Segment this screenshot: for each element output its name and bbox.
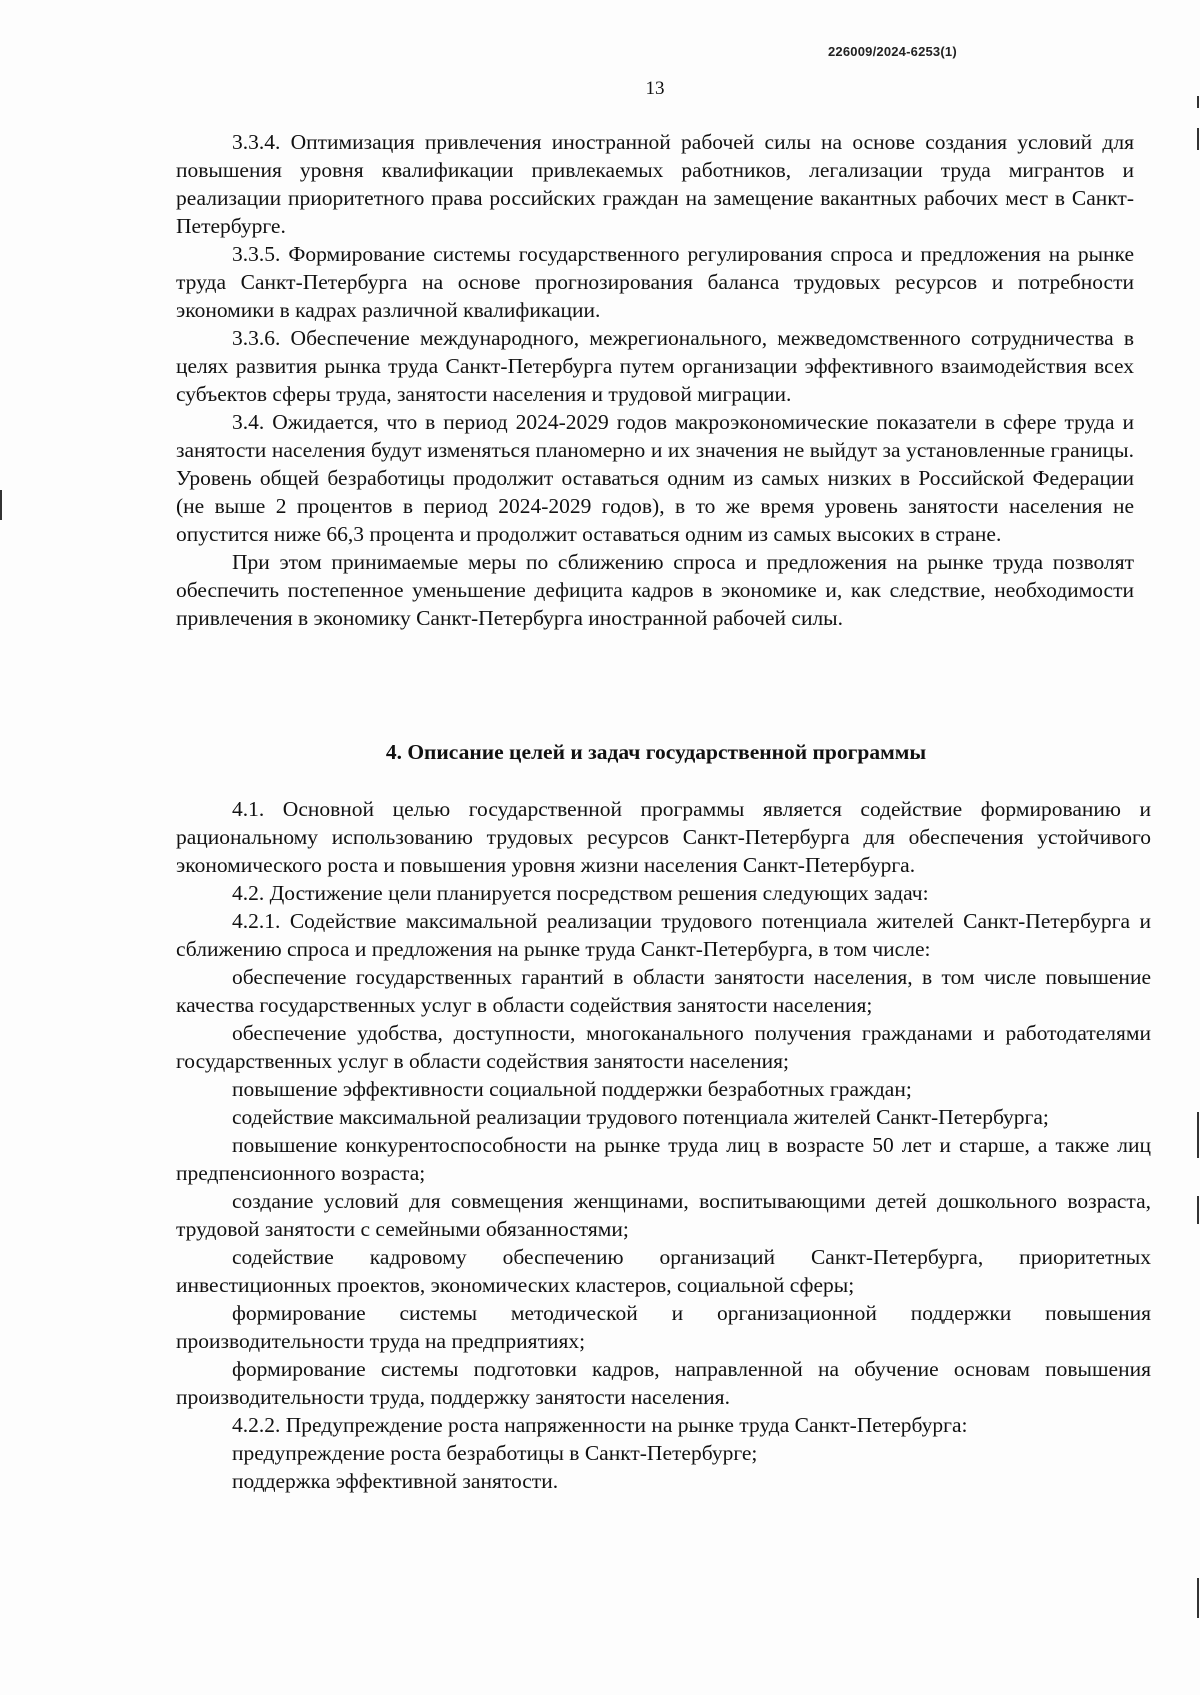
scan-edge-mark — [1197, 1196, 1199, 1224]
section-heading: 4. Описание целей и задач государственной программы — [385, 740, 927, 764]
list-item: формирование системы подготовки кадров, направленной на обучение основам повышения производительности труда, поддержку занятости населения. — [176, 1357, 1151, 1409]
list-item: формирование системы методической и организационной поддержки повышения производительности труда на предприятиях; — [176, 1301, 1151, 1353]
paragraph: 3.3.6. Обеспечение международного, межрегионального, межведомственного сотрудничества в целях развития рынка труда Санкт-Петербурга путем организации эффективного взаимодействия всех субъектов сферы труда, занятости населения и трудовой миграции. — [176, 326, 1134, 406]
list-item: обеспечение удобства, доступности, многоканального получения гражданами и работодателями государственных услуг в области содействия занятости населения; — [176, 1021, 1151, 1073]
list-item: предупреждение роста безработицы в Санкт-Петербурге; — [232, 1441, 758, 1465]
paragraph: 3.4. Ожидается, что в период 2024-2029 годов макроэкономические показатели в сфере труда и занятости населения будут изменяться планомерно и их значения не выйдут за установленные границы. Уровень общей безработицы продолжит оставаться одним из самых низких в Российской Федерации (не выше 2 процентов в период 2024-2029 годов), в то же время уровень занятости населения не опустится ниже 66,3 процента и продолжит оставаться одним из самых высоких в стране. — [176, 410, 1134, 546]
list-item: повышение конкурентоспособности на рынке труда лиц в возрасте 50 лет и старше, а также лиц предпенсионного возраста; — [176, 1133, 1151, 1185]
paragraph: При этом принимаемые меры по сближению спроса и предложения на рынке труда позволят обеспечить постепенное уменьшение дефицита кадров в экономике и, как следствие, необходимости привлечения в экономику Санкт-Петербурга иностранной рабочей силы. — [176, 550, 1134, 630]
scan-edge-mark — [1197, 1112, 1199, 1158]
list-item: содействие максимальной реализации трудового потенциала жителей Санкт-Петербурга; — [232, 1105, 1049, 1129]
list-item: повышение эффективности социальной поддержки безработных граждан; — [232, 1077, 912, 1101]
paragraph: 3.3.4. Оптимизация привлечения иностранной рабочей силы на основе создания условий для повышения уровня квалификации привлекаемых работников, легализации труда мигрантов и реализации приоритетного права российских граждан на замещение вакантных рабочих мест в Санкт-Петербурге. — [176, 130, 1134, 238]
text-section-goals-context — [176, 128, 1134, 632]
text-section-goals-tasks — [176, 795, 1151, 1495]
paragraph: 4.1. Основной целью государственной программы является содействие формированию и рациональному использованию трудовых ресурсов Санкт-Петербурга для обеспечения устойчивого экономического роста и повышения уровня жизни населения Санкт-Петербурга. — [176, 797, 1151, 877]
paragraph: 4.2.2. Предупреждение роста напряженности на рынке труда Санкт-Петербурга: — [232, 1413, 968, 1437]
list-item: обеспечение государственных гарантий в области занятости населения, в том числе повышение качества государственных услуг в области содействия занятости населения; — [176, 965, 1151, 1017]
paragraph: 4.2.1. Содействие максимальной реализации трудового потенциала жителей Санкт-Петербурга и сближению спроса и предложения на рынке труда Санкт-Петербурга, в том числе: — [176, 909, 1151, 961]
paragraph: 3.3.5. Формирование системы государственного регулирования спроса и предложения на рынке труда Санкт-Петербурга на основе прогнозирования баланса трудовых ресурсов и потребности экономики в кадрах различной квалификации. — [176, 242, 1134, 322]
scan-edge-mark — [0, 490, 2, 520]
page-number: 13 — [645, 78, 665, 99]
list-item: содействие кадровому обеспечению организаций Санкт-Петербурга, приоритетных инвестиционных проектов, экономических кластеров, социальной сферы; — [176, 1245, 1151, 1297]
list-item: поддержка эффективной занятости. — [232, 1469, 559, 1493]
scan-edge-mark — [1197, 128, 1199, 150]
scan-edge-mark — [1197, 1578, 1199, 1618]
paragraph: 4.2. Достижение цели планируется посредством решения следующих задач: — [232, 881, 929, 905]
list-item: создание условий для совмещения женщинами, воспитывающими детей дошкольного возраста, трудовой занятости с семейными обязанностями; — [176, 1189, 1151, 1241]
document-registration-number: 226009/2024-6253(1) — [828, 44, 957, 59]
